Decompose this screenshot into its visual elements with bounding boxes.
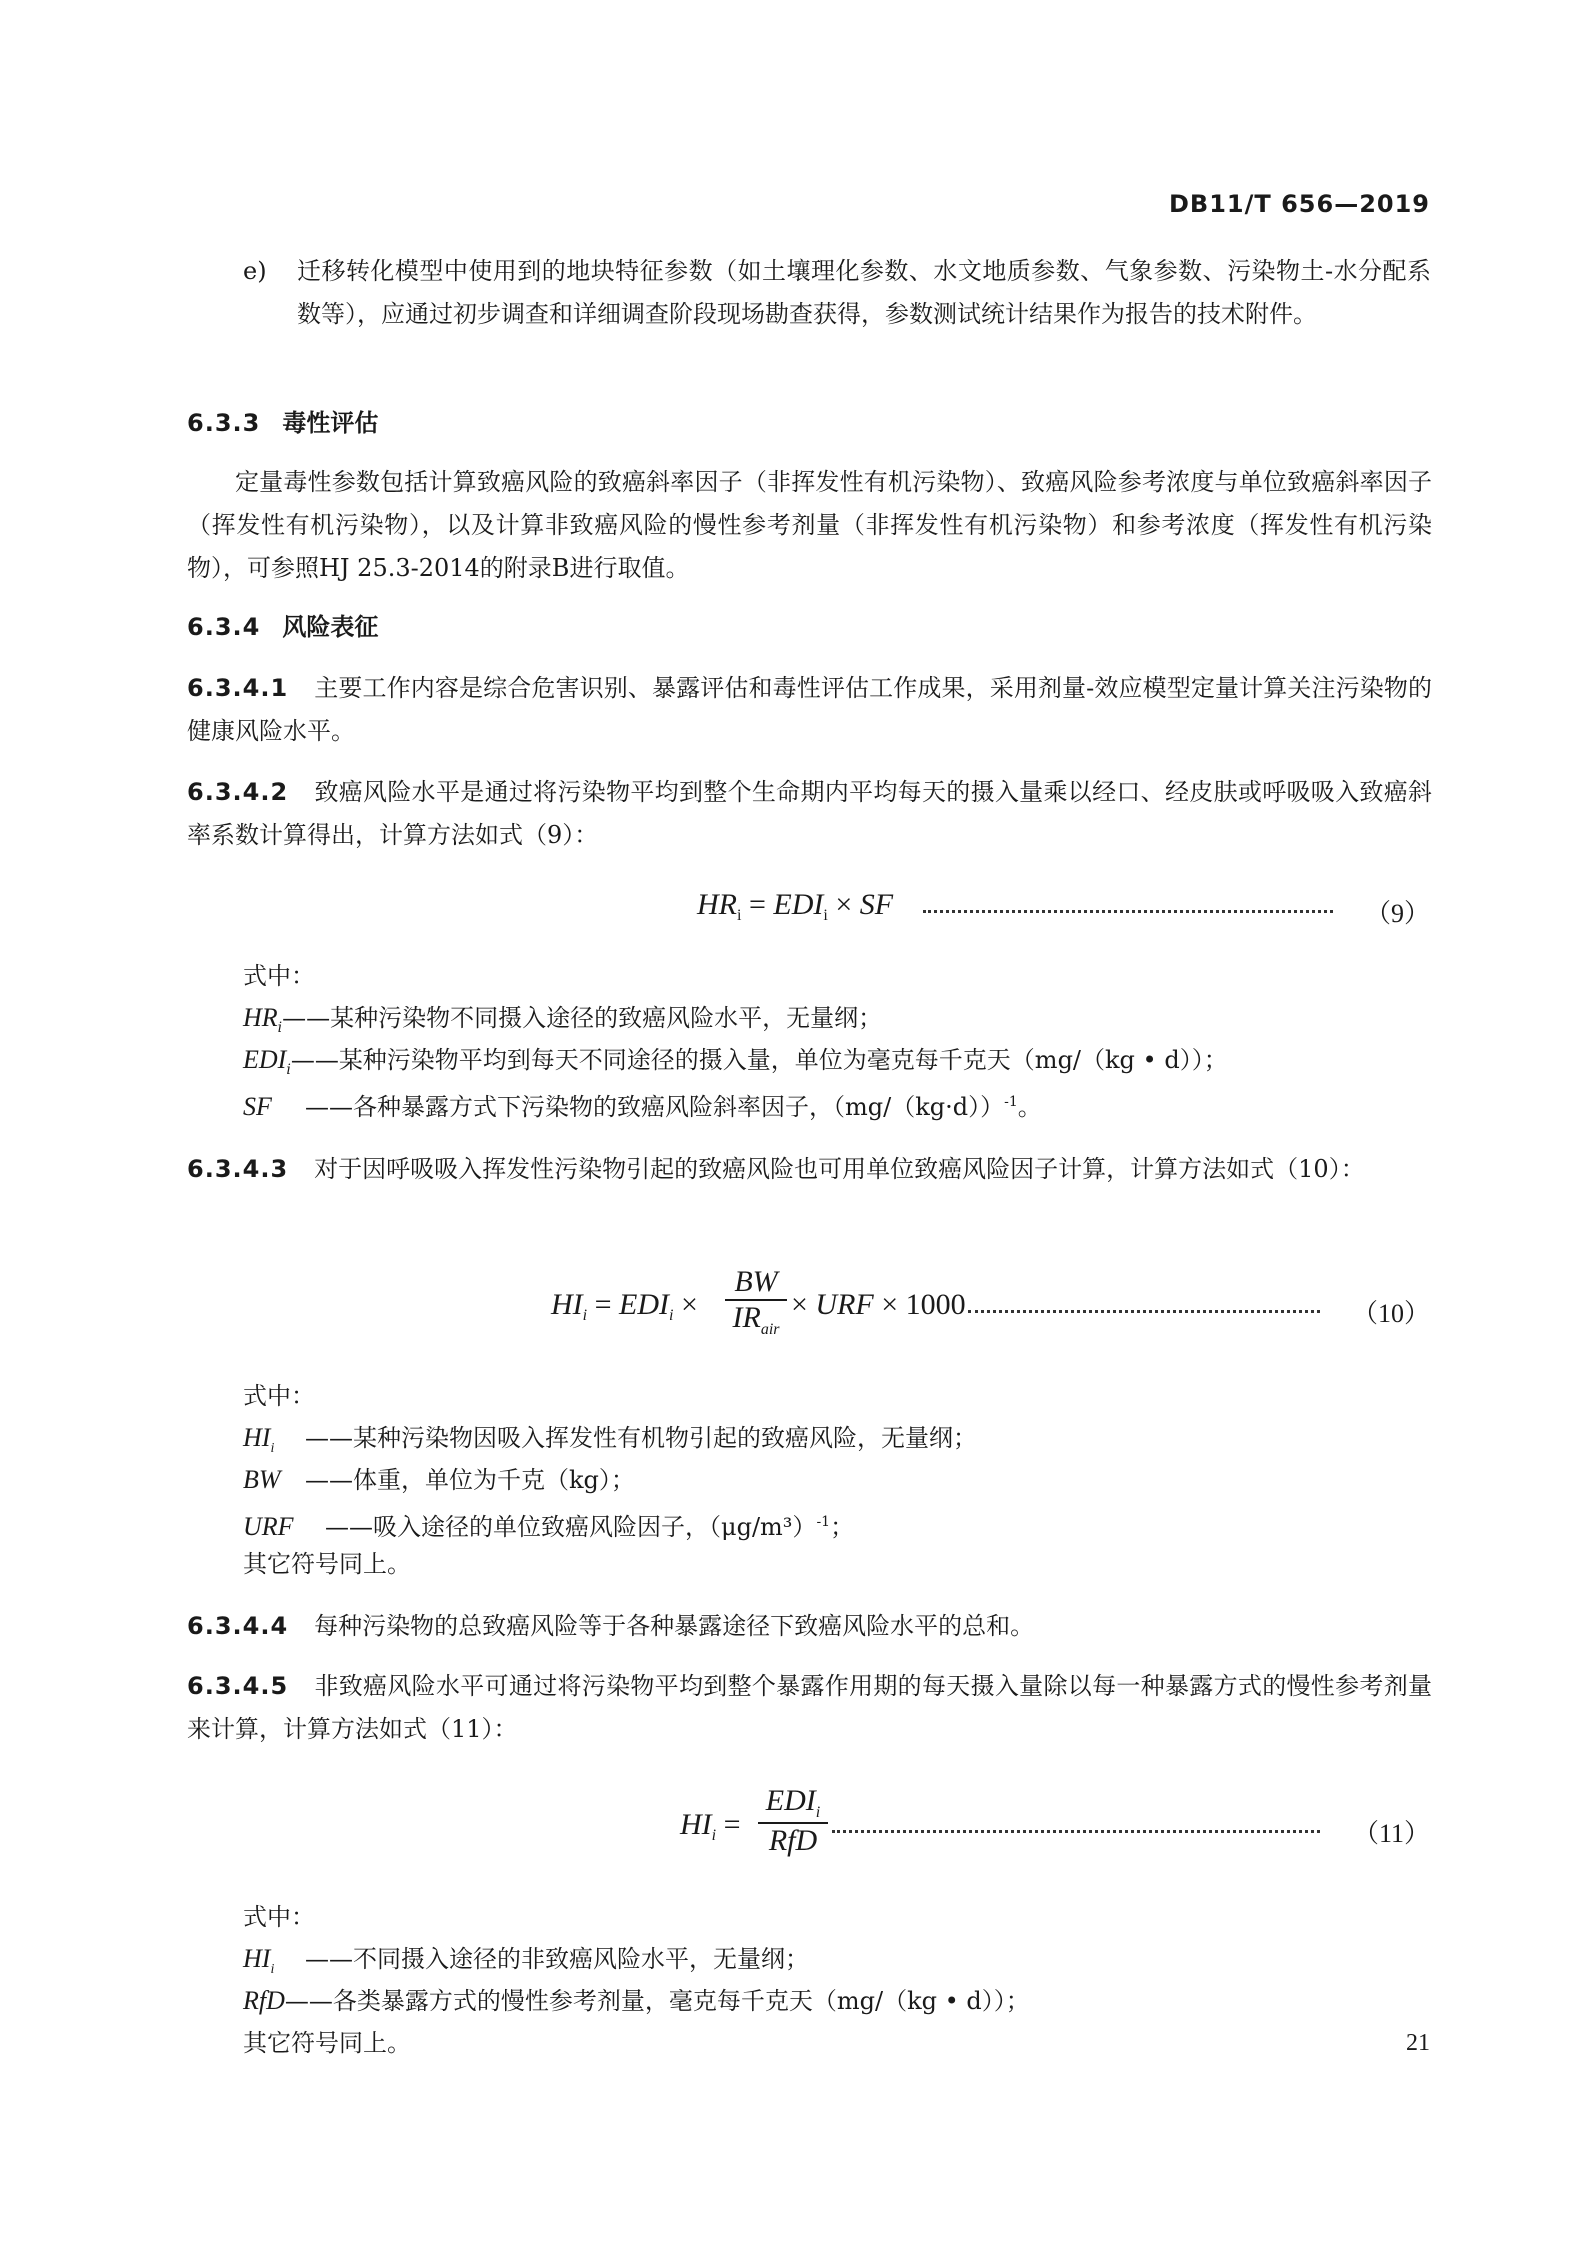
fraction-bw-over-ir: [725, 1265, 787, 1339]
equation-10-right: [791, 1288, 966, 1322]
standard-code: DB11/T 656—2019: [1169, 190, 1430, 218]
leader-dots: [968, 1310, 1320, 1313]
note-desc: 各种暴露方式下污染物的致癌风险斜率因子，（mg/（kg·d））: [353, 1093, 1005, 1121]
eq-number: 1000: [905, 1288, 966, 1321]
clause-number: 6.3.4.2: [187, 778, 289, 806]
section-number: 6.3.3: [187, 409, 261, 437]
eq-symbol: EDI: [765, 1784, 816, 1817]
list-item-e: [243, 250, 1431, 336]
fraction-denominator: IR: [732, 1301, 761, 1334]
note-dash: ——: [305, 1424, 353, 1452]
note-dash: ——: [282, 1004, 331, 1032]
note-symbol: URF: [243, 1512, 294, 1541]
clause-number: 6.3.4.5: [187, 1672, 289, 1700]
note-symbol: RfD: [243, 1986, 285, 2015]
clause-number: 6.3.4.1: [187, 674, 289, 702]
eq-subscript: i: [823, 907, 828, 924]
eq-symbol: HI: [680, 1808, 712, 1841]
fraction-numerator: BW: [734, 1265, 778, 1298]
note-superscript: -1: [1004, 1094, 1018, 1110]
note-tail: 。: [1017, 1093, 1042, 1121]
clause-text: 致癌风险水平是通过将污染物平均到整个生命期内平均每天的摄入量乘以经口、经皮肤或呼吸吸入致癌斜率系数计算得出，计算方法如式（9）：: [187, 778, 1432, 849]
eq-operator: ×: [680, 1288, 698, 1321]
note-dash: ——: [284, 1987, 333, 2015]
notes-outro: 其它符号同上。: [243, 1550, 411, 1578]
note-desc: 某种污染物因吸入挥发性有机物引起的致癌风险，无量纲；: [353, 1424, 977, 1452]
section-heading-6-3-4: [187, 606, 378, 649]
note-tail: ；: [830, 1513, 855, 1541]
clause-text: 非致癌风险水平可通过将污染物平均到整个暴露作用期的每天摄入量除以每一种暴露方式的慢性参考剂量来计算，计算方法如式（11）：: [187, 1672, 1432, 1743]
note-symbol: BW: [243, 1465, 281, 1494]
eq-symbol: SF: [859, 888, 894, 921]
note-desc: 某种污染物平均到每天不同途径的摄入量，单位为毫克每千克天（mg/（kg • d））；: [338, 1046, 1228, 1074]
clause-6-3-4-5: [187, 1665, 1432, 1751]
eq-symbol: HR: [697, 888, 737, 921]
note-symbol: HI: [243, 1423, 271, 1452]
eq-operator: ×: [881, 1288, 899, 1321]
clause-text: 每种污染物的总致癌风险等于各种暴露途径下致癌风险水平的总和。: [314, 1612, 1035, 1640]
page-number: 21: [1406, 2030, 1430, 2056]
eq-operator: ×: [791, 1288, 808, 1321]
eq-subscript: i: [669, 1307, 674, 1324]
fraction-edi-over-rfd: [758, 1784, 828, 1858]
clause-6-3-4-3: [187, 1148, 1432, 1191]
list-item-text: 迁移转化模型中使用到的地块特征参数（如土壤理化参数、水文地质参数、气象参数、污染物土-水分配系数等），应通过初步调查和详细调查阶段现场勘查获得，参数测试统计结果作为报告的技术附件。: [297, 257, 1431, 328]
list-item-label: e): [243, 257, 267, 285]
leader-dots: [923, 910, 1333, 913]
note-dash: ——: [305, 1945, 353, 1973]
note-desc: 体重，单位为千克（kg）；: [353, 1466, 635, 1494]
eq-operator: =: [723, 1808, 741, 1841]
eq-subscript: i: [711, 1827, 717, 1844]
note-symbol: HR: [243, 1003, 278, 1032]
note-dash: ——: [305, 1466, 353, 1494]
eq-subscript: air: [760, 1321, 780, 1338]
clause-number: 6.3.4.3: [187, 1155, 289, 1183]
note-dash: ——: [290, 1046, 339, 1074]
note-desc: 某种污染物不同摄入途径的致癌风险水平，无量纲；: [330, 1004, 883, 1032]
fraction-numerator: [758, 1784, 828, 1822]
clause-6-3-4-1: [187, 667, 1432, 753]
note-desc: 不同摄入途径的非致癌风险水平，无量纲；: [353, 1945, 809, 1973]
note-subscript: i: [286, 1061, 291, 1078]
paragraph-toxicity: 定量毒性参数包括计算致癌风险的致癌斜率因子（非挥发性有机污染物）、致癌风险参考浓度与单位致癌斜率因子（挥发性有机污染物），以及计算非致癌风险的慢性参考剂量（非挥发性有机污染物）和参考浓度（挥发性有机污染物），可参照HJ 25.3-2014的附录B进行取值。: [187, 468, 1432, 582]
equation-10-left: [551, 1288, 698, 1325]
eq-subscript: i: [815, 1804, 821, 1821]
fraction-denominator: RfD: [758, 1822, 828, 1858]
note-subscript: i: [270, 1962, 275, 1978]
eq-operator: =: [748, 888, 766, 921]
note-item-rfd: [243, 1980, 1030, 2022]
note-item-urf: [243, 1501, 854, 1548]
notes-intro: 式中：: [243, 1382, 315, 1410]
section-title: 风险表征: [282, 613, 379, 641]
eq-symbol: URF: [815, 1288, 874, 1321]
eq-subscript: i: [582, 1307, 588, 1324]
notes-outro: 其它符号同上。: [243, 2029, 411, 2057]
note-symbol: HI: [243, 1944, 271, 1973]
clause-number: 6.3.4.4: [187, 1612, 289, 1640]
equation-number-10: （10）: [1351, 1299, 1430, 1328]
section-title: 毒性评估: [282, 409, 379, 437]
eq-symbol: HI: [551, 1288, 583, 1321]
leader-dots: [832, 1830, 1320, 1833]
clause-6-3-4-2: [187, 771, 1432, 857]
eq-operator: ×: [835, 888, 853, 921]
equation-11-left: [680, 1808, 741, 1845]
clause-6-3-4-4: [187, 1605, 1432, 1648]
note-dash: ——: [305, 1093, 353, 1121]
note-subscript: i: [277, 1019, 283, 1036]
note-dash: ——: [325, 1513, 373, 1541]
eq-subscript: i: [737, 907, 742, 924]
note-superscript: -1: [816, 1514, 831, 1530]
section-number: 6.3.4: [187, 613, 261, 641]
note-item-bw: [243, 1459, 635, 1501]
note-desc: 各类暴露方式的慢性参考剂量，毫克每千克天（mg/（kg • d））；: [332, 1987, 1030, 2015]
note-subscript: i: [270, 1441, 275, 1457]
eq-symbol: EDI: [619, 1288, 670, 1321]
notes-intro: 式中：: [243, 962, 315, 990]
note-item-sf: [243, 1081, 1042, 1128]
notes-intro: 式中：: [243, 1903, 315, 1931]
clause-text: 主要工作内容是综合危害识别、暴露评估和毒性评估工作成果，采用剂量-效应模型定量计算关注污染物的健康风险水平。: [187, 674, 1432, 745]
note-symbol: SF: [243, 1092, 272, 1121]
section-heading-6-3-3: [187, 402, 378, 445]
equation-9: [697, 888, 893, 925]
note-symbol: EDI: [243, 1045, 287, 1074]
note-desc: 吸入途径的单位致癌风险因子，（μg/m³）: [373, 1513, 817, 1541]
clause-text: 对于因呼吸吸入挥发性污染物引起的致癌风险也可用单位致癌风险因子计算，计算方法如式（10）：: [314, 1155, 1365, 1183]
fraction-bar: [725, 1299, 787, 1339]
eq-operator: =: [594, 1288, 612, 1321]
equation-number-11: （11）: [1352, 1819, 1430, 1848]
eq-symbol: EDI: [773, 888, 824, 921]
equation-number-9: （9）: [1364, 899, 1430, 928]
